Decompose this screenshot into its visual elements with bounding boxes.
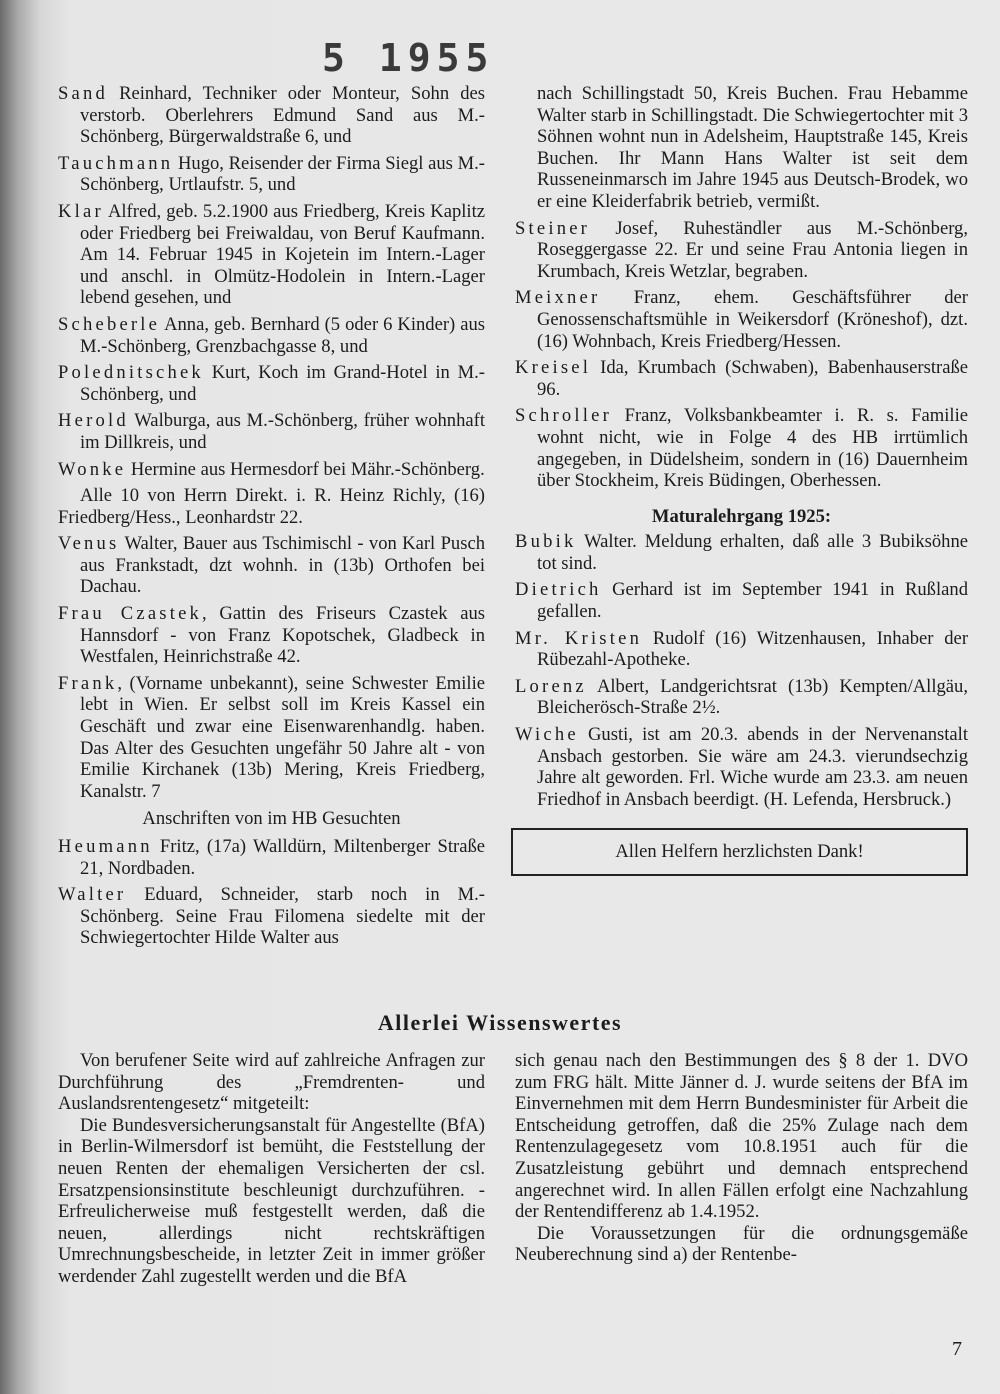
entry-name: Polednitschek <box>58 362 204 384</box>
entry-name: Bubik <box>515 531 577 553</box>
entry-text: , (Vorname unbekannt), seine Schwester Emilie lebt in Wien. Er selbst soll im Kreis Kassel ein Geschäft und zwar eine Eisenwarenhandlg. haben. Das Alter des Gesuchten ungefähr 50 Jahre alt - von Emilie Kirchanek (13b) Mering, Kreis Friedberg, Kanalstr. 7 <box>80 672 485 802</box>
entry <box>58 201 485 309</box>
entry-text: Walter, Bauer aus Tschimischl - von Karl Pusch aus Frankstadt, dzt wohnh. in (13b) Orthofen bei Dachau. <box>80 533 485 598</box>
entry <box>515 218 968 283</box>
entry-name: Heumann <box>58 836 153 857</box>
issue-year: 1955 <box>378 36 495 80</box>
article-paragraph: Die Voraussetzungen für die ordnungsgemäße Neuberechnung sind a) der Rentenbe- <box>515 1222 968 1266</box>
entry-text: , Gattin des Friseurs Czastek aus Hannsdorf - von Franz Kopotschek, Gladbeck in Westfalen, Heinrichstraße 42. <box>80 603 485 668</box>
entry-text: Hermine aus Hermesdorf bei Mähr.-Schönberg. <box>126 458 485 480</box>
entry-text: Anna, geb. Bernhard (5 oder 6 Kinder) aus M.-Schönberg, Grenzbachgasse 8, und <box>80 313 485 357</box>
entry <box>58 836 485 879</box>
entry-text: Eduard, Schneider, starb noch in M.-Schönberg. Seine Frau Filomena siedelte mit der Schwiegertochter Hilde Walter aus <box>80 884 485 949</box>
issue-number: 5 <box>322 36 351 80</box>
subheading-addresses: Anschriften von im HB Gesuchten <box>142 808 401 830</box>
article-right-column <box>515 1050 968 1266</box>
entry-name: Schroller <box>515 405 612 427</box>
article-paragraph: Von berufener Seite wird auf zahlreiche Anfragen zur Durchführung des „Fremdrenten- und Auslandsrentengesetz“ mitgeteilt: <box>58 1050 485 1115</box>
entry-name: Lorenz <box>515 675 587 697</box>
entry <box>58 533 485 598</box>
entry-name: Venus <box>58 533 120 555</box>
article-paragraph: sich genau nach den Bestimmungen des § 8 der 1. DVO zum FRG hält. Mitte Jänner d. J. wurde seitens der BfA im Einvernehmen mit dem Herrn Bundesminister für Arbeit die Entscheidung getroffen, daß die 25% Zulage nach dem Rentenzulagegesetz vom 10.8.1951 auch für die Zusatzleistung gebührt und demnach entsprechend angerechnet wird. In allen Fällen erfolgt eine Nachzahlung der Rentendifferenz ab 1.4.1952. <box>515 1050 968 1223</box>
section-title: Allerlei Wissenswertes <box>377 1010 623 1035</box>
issue-header <box>322 36 522 80</box>
entry <box>58 314 485 357</box>
entry-name: Tauchmann <box>58 152 174 174</box>
continuation-text: nach Schillingstadt 50, Kreis Buchen. Frau Hebamme Walter starb in Schillingstadt. Die Schwiegertochter mit 3 Söhnen wohnt nun in Adelsheim, Hauptstraße 145, Kreis Buchen. Ihr Mann Hans Walter ist seit dem Russeneinmarsch im Jahre 1945 aus Deutsch-Brodek, wo er eine Kleiderfabrik betrieb, vermißt. <box>537 83 968 212</box>
left-column <box>58 83 485 954</box>
entry-name: Sand <box>58 83 108 104</box>
entry-name: Meixner <box>515 287 601 309</box>
entry-name: Klar <box>58 200 104 222</box>
entry <box>58 884 485 949</box>
entry-name: Frau Czastek <box>58 603 203 625</box>
entry-text: Alfred, geb. 5.2.1900 aus Friedberg, Kreis Kaplitz oder Friedberg bei Freiwaldau, von Beruf Kaufmann. Am 14. Februar 1945 in Kojetein im Intern.-Lager und anschl. in Olmütz-Hodolein in Intern.-Lager lebend gesehen, und <box>80 200 485 309</box>
entry <box>58 362 485 405</box>
entry-name: Frank <box>58 672 118 694</box>
entry <box>58 410 485 453</box>
entry-text: Ida, Krumbach (Schwaben), Babenhauserstraße 96. <box>537 357 968 400</box>
entry-text: Fritz, (17a) Walldürn, Miltenberger Straße 21, Nordbaden. <box>80 836 485 879</box>
entry-text: Walburga, aus M.-Schönberg, früher wohnhaft im Dillkreis, und <box>80 410 485 453</box>
entry-text: Franz, Volksbankbeamter i. R. s. Familie wohnt nicht, wie in Folge 4 des HB irrtümlich angegeben, in Düdelsheim, sondern in (16) Dauernheim über Stockheim, Kreis Büdingen, Oberhessen. <box>537 405 968 492</box>
entry <box>515 628 968 671</box>
entry-text: Reinhard, Techniker oder Monteur, Sohn des verstorb. Oberlehrers Edmund Sand aus M.-Schönberg, Bürgerwaldstraße 6, und <box>80 83 485 148</box>
right-column <box>515 83 968 876</box>
entry-name: Walter <box>58 884 127 906</box>
entry-text: Hugo, Reisender der Firma Siegl aus M.-Schönberg, Urtlaufstr. 5, und <box>80 152 485 196</box>
entry-text: Kurt, Koch im Grand-Hotel in M.-Schönberg, und <box>80 362 485 405</box>
entry-text: Gusti, ist am 20.3. abends in der Nervenanstalt Ansbach gestorben. Sie wäre am 24.3. vierundsechzig Jahre alt geworden. Frl. Wiche wurde am 23.3. am neuen Friedhof in Ansbach beerdigt. (H. Lefenda, Hersbruck.) <box>537 724 968 810</box>
entry-name: Scheberle <box>58 313 161 335</box>
entry-name: Dietrich <box>515 579 602 601</box>
entry-text: Josef, Ruheständler aus M.-Schönberg, Roseggergasse 22. Er und seine Frau Antonia liegen in Krumbach, Kreis Wetzlar, begraben. <box>537 217 968 282</box>
entry-text: Walter. Meldung erhalten, daß alle 3 Bubiksöhne tot sind. <box>537 531 968 574</box>
entry <box>58 83 485 148</box>
entry <box>515 357 968 400</box>
entry <box>515 579 968 622</box>
entry-name: Herold <box>58 410 129 432</box>
entry <box>515 676 968 719</box>
entry <box>515 287 968 352</box>
entry-text: Franz, ehem. Geschäftsführer der Genossenschaftsmühle in Weikersdorf (Kröneshof), dzt. (16) Wohnbach, Kreis Friedberg/Hessen. <box>537 287 968 352</box>
thanks-box: Allen Helfern herzlichsten Dank! <box>511 828 968 876</box>
entry <box>58 459 485 481</box>
article-left-column <box>58 1050 485 1288</box>
entry <box>515 405 968 491</box>
entry-name: Steiner <box>515 217 591 239</box>
entry <box>58 485 485 528</box>
entry-name: Wonke <box>58 458 127 480</box>
entry <box>515 724 968 810</box>
entry-text: Gerhard ist im September 1941 in Rußland gefallen. <box>537 579 968 623</box>
entry-name: Mr. Kristen <box>515 627 643 649</box>
page-number: 7 <box>952 1338 962 1360</box>
article-paragraph: Die Bundesversicherungsanstalt für Angestellte (BfA) in Berlin-Wilmersdorf ist bemüht, die Feststellung der neuen Renten der ehemaligen Versicherten der csl. Ersatzpensionsinstitute beschleunigt durchzuführen. - Erfreulicherweise muß festgestellt werden, daß die neuen, allerdings nicht rechtskräftigen Umrechnungsbescheide, in letzter Zeit in immer größer werdender Zahl zugestellt werden und die BfA <box>58 1114 485 1287</box>
entry-text: Rudolf (16) Witzenhausen, Inhaber der Rübezahl-Apotheke. <box>537 627 969 671</box>
entry <box>58 673 485 803</box>
subheading-matura: Maturalehrgang 1925: <box>651 505 832 527</box>
entry-name: Kreisel <box>515 357 592 379</box>
entry <box>515 531 968 574</box>
entry-name: Wiche <box>515 724 579 746</box>
entry <box>58 153 485 196</box>
entry <box>58 603 485 668</box>
entry-text: Albert, Landgerichtsrat (13b) Kempten/Allgäu, Bleicherösch-Straße 2½. <box>537 675 968 719</box>
entry-text: Alle 10 von Herrn Direkt. i. R. Heinz Richly, (16) Friedberg/Hess., Leonhardstr 22. <box>58 485 485 528</box>
